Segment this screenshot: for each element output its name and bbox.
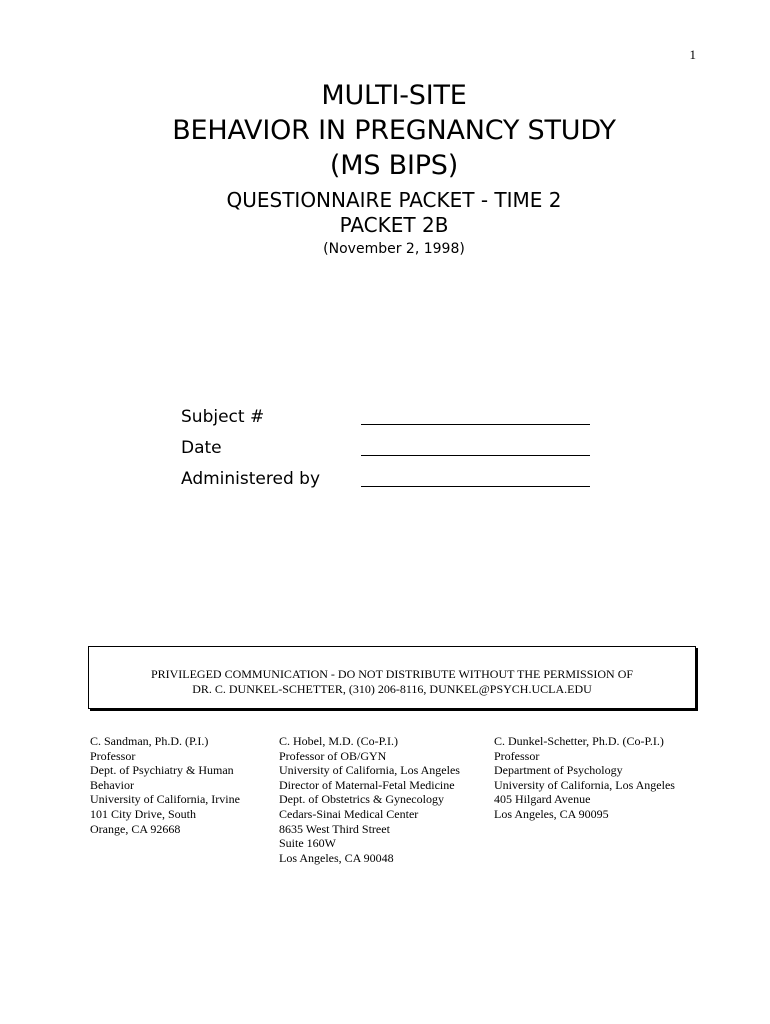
contact-sandman [90,734,240,836]
contact-line: University of California, Los Angeles [494,777,675,792]
contact-line: Dept. of Obstetrics & Gynecology [279,792,444,807]
subtitle-line-1: QUESTIONNAIRE PACKET - TIME 2 [226,188,562,212]
contact-line: Los Angeles, CA 90095 [494,806,609,821]
contact-line: 101 City Drive, South [90,806,197,821]
subject-number-row [181,398,590,429]
notice-line-2: DR. C. DUNKEL-SCHETTER, (310) 206-8116, DUNKEL@PSYCH.UCLA.EDU [192,682,592,696]
title-line-1: MULTI-SITE [321,80,467,111]
contact-line: C. Sandman, Ph.D. (P.I.) [90,734,209,748]
document-date: (November 2, 1998) [323,241,465,257]
contact-line: Suite 160W [279,836,336,851]
notice-line-1: PRIVILEGED COMMUNICATION - DO NOT DISTRIBUTE WITHOUT THE PERMISSION OF [150,667,634,681]
contact-line: Orange, CA 92668 [90,821,181,836]
contact-line: Dept. of Psychiatry & Human [90,763,234,778]
date-blank[interactable] [361,437,590,456]
contact-line: Los Angeles, CA 90048 [279,850,394,865]
contact-line: University of California, Irvine [90,792,240,807]
date-row [181,429,590,460]
contact-line: Professor [494,748,540,763]
administered-by-label: Administered by [181,469,321,489]
contact-line: Director of Maternal-Fetal Medicine [279,777,455,792]
administered-by-row [181,460,590,491]
subtitle-line-2: PACKET 2B [339,213,449,237]
title-line-3: (MS BIPS) [329,150,459,181]
contact-line: 8635 West Third Street [279,821,390,836]
contact-line: Professor [90,748,136,763]
form-fields [181,398,590,491]
title-line-2: BEHAVIOR IN PREGNANCY STUDY [172,115,616,146]
contact-dunkel-schetter [494,734,675,822]
date-label: Date [181,438,222,458]
contact-line: 405 Hilgard Avenue [494,792,591,807]
privileged-notice-box [88,646,696,709]
contact-line: Professor of OB/GYN [279,748,387,763]
subject-number-label: Subject # [181,407,265,427]
subject-number-blank[interactable] [361,406,590,425]
contact-line: University of California, Los Angeles [279,763,460,778]
contact-line: C. Dunkel-Schetter, Ph.D. (Co-P.I.) [494,734,664,748]
contact-line: Department of Psychology [494,763,623,778]
administered-by-blank[interactable] [361,468,590,487]
page-number: 1 [689,47,696,62]
contact-line: Cedars-Sinai Medical Center [279,806,419,821]
title-block [0,78,770,259]
contact-line: Behavior [90,777,134,792]
contact-hobel [279,734,460,865]
contact-line: C. Hobel, M.D. (Co-P.I.) [279,734,398,748]
